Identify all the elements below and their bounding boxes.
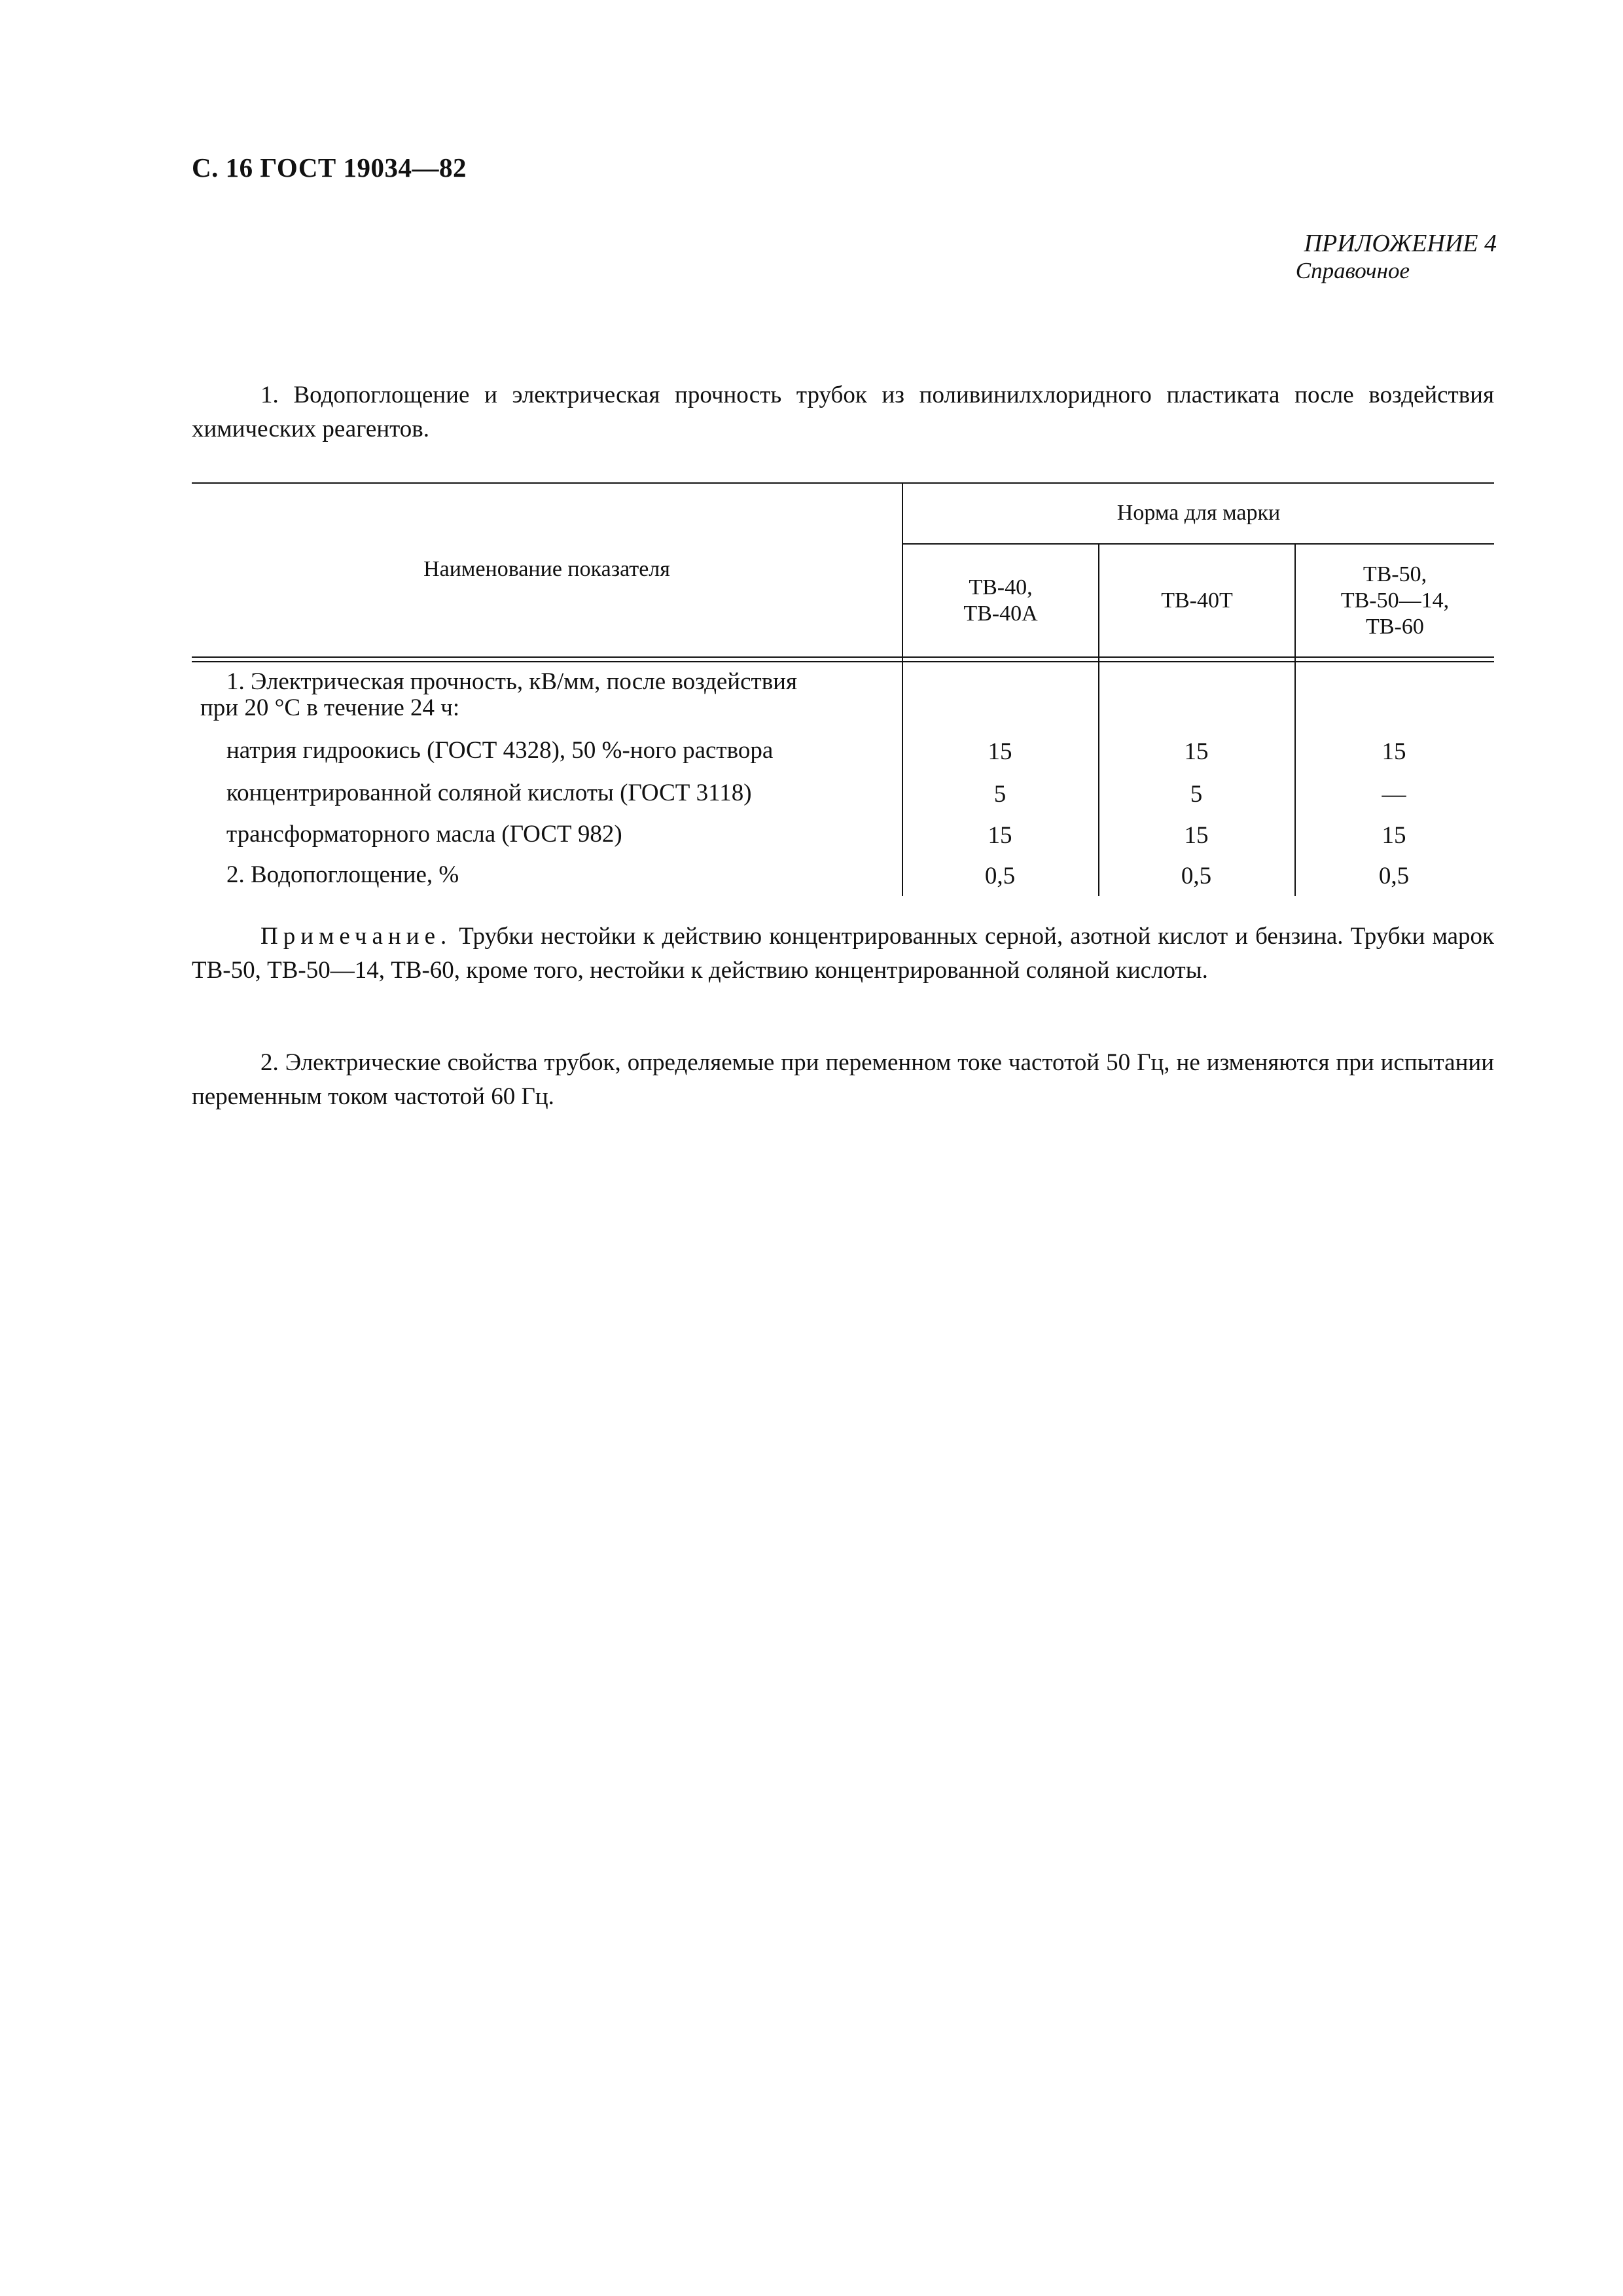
appendix-heading [1296,229,1497,284]
cell-value: 15 [1184,738,1209,765]
note-text: Трубки нестойки к действию концентрированных серной, азотной кислот и бензина. Трубки марок ТВ-50, ТВ-50—14, ТВ-60, кроме того, нестойки к действию концентрированной соляной кислоты. [192,923,1494,984]
section-1-condition: при 20 °С в течение 24 ч: [200,694,460,721]
row-label-water-absorption: 2. Водопоглощение, % [226,861,459,888]
cell-value: 5 [993,781,1007,808]
cell-value: 0,5 [1181,863,1212,889]
row-label-oil: трансформаторного масла (ГОСТ 982) [226,821,622,848]
cell-value: 15 [988,738,1012,765]
row-label-naoh: натрия гидроокись (ГОСТ 4328), 50 %-ного раствора [226,737,774,764]
cell-value: 15 [1382,738,1406,765]
grade-header-1: ТВ-40, ТВ-40А [963,575,1038,626]
cell-value: 15 [1184,822,1209,849]
appendix-subtitle: Справочное [1295,258,1410,283]
cell-value: 15 [988,822,1012,849]
grade-header-2: ТВ-40Т [1161,588,1233,613]
appendix-title: ПРИЛОЖЕНИЕ 4 [1304,230,1497,257]
cell-value: 15 [1382,822,1406,849]
section-1-title: 1. Электрическая прочность, кВ/мм, после воздействия [226,668,797,695]
col-header-name: Наименование показателя [423,557,670,581]
paragraph-2-text: 2. Электрические свойства трубок, определяемые при переменном токе частотой 50 Гц, не изменяются при испытании переменным током частотой 60 Гц. [192,1049,1494,1110]
paragraph-1 [192,378,1494,446]
col-header-norm: Норма для марки [1116,500,1281,525]
page-header: С. 16 ГОСТ 19034—82 [192,152,467,183]
cell-value: 0,5 [984,863,1016,889]
note [192,920,1494,988]
note-label: Примечание. [260,923,452,950]
cell-value: 0,5 [1378,863,1410,889]
paragraph-1-text: 1. Водопоглощение и электрическая прочность трубок из поливинилхлоридного пластиката после воздействия химических реагентов. [192,382,1494,442]
properties-table [192,482,1494,896]
cell-value: 5 [1190,781,1203,808]
row-label-hcl: концентрированной соляной кислоты (ГОСТ 3118) [226,780,752,806]
grade-header-3: ТВ-50, ТВ-50—14, ТВ-60 [1340,562,1450,639]
cell-value: — [1382,781,1406,808]
paragraph-2 [192,1046,1494,1114]
